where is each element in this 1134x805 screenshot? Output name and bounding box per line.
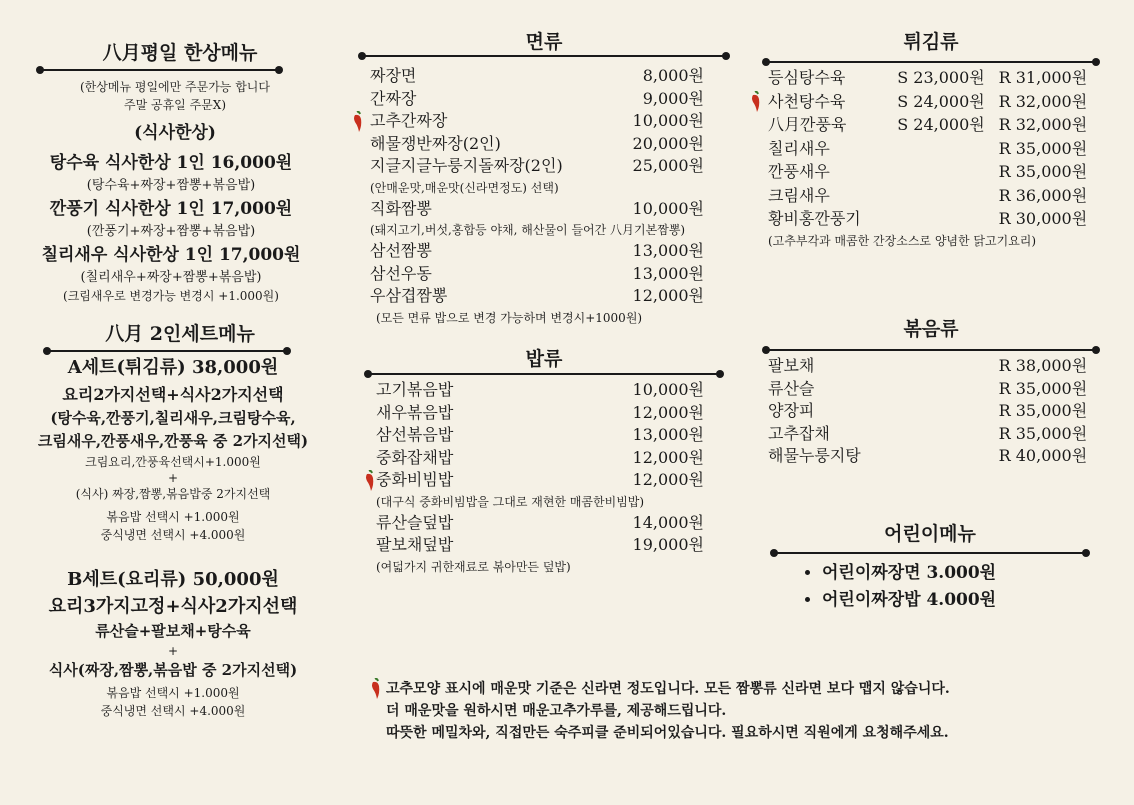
lunch-footnote: (크림새우로 변경가능 변경시 +1.000원)	[63, 289, 279, 303]
menu-item: 삼선짬뽕 13,000원	[370, 241, 704, 260]
divider	[360, 55, 728, 57]
set-b-line: 식사(짜장,짬뽕,볶음밥 중 2가지선택)	[48, 661, 298, 679]
menu-note: (여덟가지 귀한재료로 볶아만든 덮밥)	[376, 559, 571, 574]
menu-item: 새우볶음밥 12,000원	[376, 402, 704, 422]
menu-item: 간짜장 9,000원	[370, 88, 704, 108]
divider	[764, 349, 1098, 351]
menu-item: 해물누룽지탕 R 40,000원	[768, 446, 1088, 465]
set-b-line: 요리3가지고정+식사2가지선택	[48, 596, 298, 617]
rice-section	[366, 347, 722, 577]
menu-item: 고추잡채 R 35,000원	[768, 423, 1088, 443]
kids-item: • 어린이짜장면 3.000원	[822, 560, 1088, 587]
stirfry-title: 볶음류	[903, 318, 959, 340]
rice-title: 밥류	[525, 348, 563, 370]
lunch-item-desc: (탕수육+짜장+짬뽕+볶음밥)	[86, 178, 256, 193]
menu-item: 짜장면 8,000원	[370, 66, 704, 85]
divider	[38, 69, 281, 71]
menu-note: (안매운맛,매운맛(신라면정도) 선택)	[370, 180, 559, 195]
lunch-item: 깐풍기 식사한상 1인 17,000원	[49, 199, 293, 219]
lunch-heading: (식사한상)	[134, 123, 216, 143]
menu-item: 크림새우 R 36,000원	[768, 185, 1088, 205]
kids-item: • 어린이짜장밥 4.000원	[822, 587, 1088, 614]
menu-item: 팔보채 R 38,000원	[768, 356, 1088, 375]
set-b-title: B세트(요리류) 50,000원	[67, 569, 279, 590]
menu-item: 사천탕수육 S 24,000원 R 32,000원	[768, 90, 1098, 114]
kids-title: 어린이메뉴	[884, 523, 976, 545]
footer-line: 더 매운맛을 원하시면 매운고추가루를, 제공해드립니다.	[386, 703, 727, 719]
pepper-icon	[362, 470, 376, 492]
menu-item: 칠리새우 R 35,000원	[768, 138, 1088, 158]
lunch-notice: 주말 공휴일 주문X)	[124, 98, 226, 112]
menu-item: 지글지글누룽지돌짜장(2인) 25,000원	[370, 156, 704, 175]
footer-notes	[386, 678, 1116, 744]
set-b-line: 볶음밥 선택시 +1.000원	[106, 686, 240, 700]
divider	[366, 373, 722, 375]
stirfry-section	[764, 317, 1098, 468]
footer-line: 따뜻한 메밀차와, 직접만든 숙주피클 준비되어있습니다. 필요하시면 직원에게 요청해주세요.	[386, 725, 949, 741]
menu-item: 류산슬 R 35,000원	[768, 378, 1088, 398]
set-b-plus: +	[167, 644, 179, 658]
menu-item: 해물쟁반짜장(2인) 20,000원	[370, 133, 704, 153]
menu-item: 삼선우동 13,000원	[370, 263, 704, 283]
set-a-line: (탕수육,깐풍기,칠리새우,크림탕수육,	[50, 409, 296, 427]
menu-item: 양장피 R 35,000원	[768, 401, 1088, 420]
menu-item: 팔보채덮밥 19,000원	[376, 535, 704, 554]
pepper-icon	[350, 111, 364, 133]
noodles-title: 면류	[525, 31, 563, 53]
set-a-line: (식사) 짜장,짬뽕,볶음밥중 2가지선택	[75, 487, 271, 501]
pepper-icon	[748, 91, 762, 113]
menu-item: 중화잡채밥 12,000원	[376, 447, 704, 467]
set-a-title: A세트(튀김류) 38,000원	[67, 357, 279, 378]
lunch-item: 탕수육 식사한상 1인 16,000원	[49, 153, 293, 173]
menu-note: (모든 면류 밥으로 변경 가능하며 변경시+1000원)	[376, 310, 643, 325]
menu-item: 삼선볶음밥 13,000원	[376, 425, 704, 444]
lunch-item-desc: (칠리새우+짜장+짬뽕+볶음밥)	[80, 270, 262, 285]
menu-note: (고추부각과 매콤한 간장소스로 양념한 닭고기요리)	[768, 233, 1037, 248]
footer-line: 고추모양 표시에 매운맛 기준은 신라면 정도입니다. 모든 짬뽕류 신라면 보다 맵지 않습니다.	[386, 681, 950, 697]
lunch-column	[0, 40, 340, 720]
menu-item: 깐풍새우 R 35,000원	[768, 162, 1088, 181]
set-a-line: 크림새우,깐풍새우,깐풍육 중 2가지선택)	[37, 432, 309, 450]
menu-item: 황비홍깐풍기 R 30,000원	[768, 209, 1088, 228]
fried-section	[764, 30, 1098, 251]
kids-section	[772, 522, 1088, 614]
set-a-line: 볶음밥 선택시 +1.000원	[106, 510, 240, 524]
noodles-section	[360, 30, 728, 328]
menu-note: (돼지고기,버섯,홍합등 야채, 해산물이 들어간 八月기본짬뽕)	[370, 223, 686, 237]
set-a-line: 중식냉면 선택시 +4.000원	[100, 528, 246, 542]
lunch-item: 칠리새우 식사한상 1인 17,000원	[41, 245, 301, 265]
menu-item: 직화짬뽕 10,000원	[370, 198, 704, 218]
divider	[45, 350, 289, 352]
set-title: 八月 2인세트메뉴	[105, 323, 255, 345]
set-b-line: 류산슬+팔보채+탕수육	[95, 622, 251, 640]
menu-item: 고추간짜장 10,000원	[370, 110, 704, 133]
set-a-plus: +	[167, 471, 179, 485]
menu-item: 류산슬덮밥 14,000원	[376, 512, 704, 532]
set-a-line: 요리2가지선택+식사2가지선택	[62, 385, 284, 404]
fried-title: 튀김류	[903, 31, 959, 53]
menu-item: 우삼겹짬뽕 12,000원	[370, 286, 704, 305]
lunch-notice: (한상메뉴 평일에만 주문가능 합니다	[79, 80, 270, 94]
set-a-line: 크림요리,깐풍육선택시+1.000원	[85, 455, 261, 469]
lunch-title: 八月평일 한상메뉴	[102, 42, 258, 64]
menu-item: 八月깐풍육 S 24,000원 R 32,000원	[768, 115, 1088, 134]
menu-note: (대구식 중화비빔밥을 그대로 재현한 매콤한비빔밥)	[376, 494, 645, 509]
menu-item: 고기볶음밥 10,000원	[376, 380, 704, 399]
menu-item: 등심탕수육 S 23,000원 R 31,000원	[768, 68, 1088, 87]
divider	[772, 552, 1088, 554]
pepper-icon	[368, 678, 382, 700]
menu-item: 중화비빔밥 12,000원	[376, 469, 704, 492]
set-b-line: 중식냉면 선택시 +4.000원	[100, 704, 246, 718]
divider	[764, 61, 1098, 63]
lunch-item-desc: (깐풍기+짜장+짬뽕+볶음밥)	[86, 224, 256, 239]
